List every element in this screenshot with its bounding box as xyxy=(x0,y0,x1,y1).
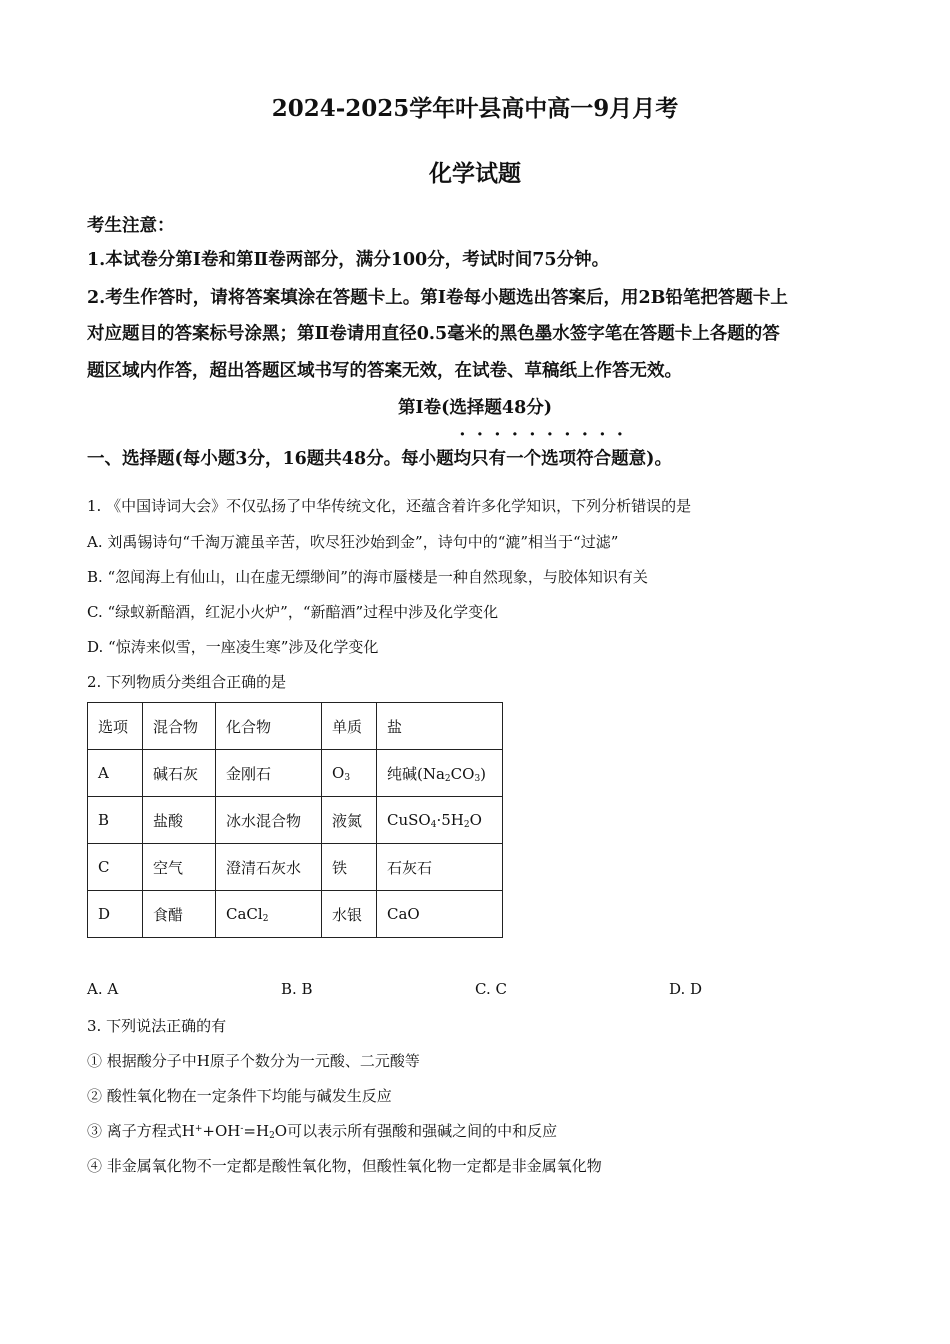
emphasis-char: 项 xyxy=(558,449,577,469)
table-header-cell: 混合物 xyxy=(143,703,216,750)
formula-text: ·5H xyxy=(436,810,464,829)
statement-text: =H xyxy=(243,1122,270,1140)
exam-title: 2024-2025学年叶县高中高一9月月考 xyxy=(271,95,679,122)
formula-superscript: + xyxy=(194,1124,203,1134)
table-row xyxy=(88,844,503,891)
formula-subscript: 4 xyxy=(430,819,437,830)
table-cell: A xyxy=(88,750,143,797)
q2-choice-c: C. C xyxy=(475,980,507,998)
table-cell: 碱石灰 xyxy=(143,750,216,797)
table-cell xyxy=(322,750,377,797)
formula-subscript: 2 xyxy=(262,913,269,924)
part1-heading: 第Ⅰ卷(选择题48分) xyxy=(397,398,553,418)
notice-line-2a: 2.考生作答时，请将答案填涂在答题卡上。第Ⅰ卷每小题选出答案后，用2B铅笔把答题卡上 xyxy=(87,288,788,308)
formula-subscript: 2 xyxy=(444,773,451,784)
formula-subscript: 2 xyxy=(269,1131,275,1141)
formula-subscript: 2 xyxy=(463,819,470,830)
formula-text: CaCl xyxy=(226,904,263,923)
emphasis-char: 有 xyxy=(488,449,507,469)
q2-stem: 2. 下列物质分类组合正确的是 xyxy=(87,673,287,691)
q1-stem: 1. 《中国诗词大会》不仅弘扬了中华传统文化，还蕴含着许多化学知识，下列分析错误的是 xyxy=(87,497,692,515)
q3-statement-2: ② 酸性氧化物在一定条件下均能与碱发生反应 xyxy=(87,1087,392,1105)
formula-text: O xyxy=(332,763,345,782)
table-header-cell: 选项 xyxy=(88,703,143,750)
q1-option-c: C. “绿蚁新醅酒，红泥小火炉”，“新醅酒”过程中涉及化学变化 xyxy=(87,603,499,621)
q3-statement-4: ④ 非金属氧化物不一定都是酸性氧化物，但酸性氧化物一定都是非金属氧化物 xyxy=(87,1157,602,1175)
notice-line-2b: 对应题目的答案标号涂黑；第Ⅱ卷请用直径0.5毫米的黑色墨水签字笔在答题卡上各题的答 xyxy=(87,324,780,344)
table-cell: 盐酸 xyxy=(143,797,216,844)
q3-statement-3 xyxy=(87,1120,557,1141)
table-cell: CaO xyxy=(377,891,503,938)
section-text-pre: 一、选择题(每小题3分，16题共48分。每小题 xyxy=(87,449,454,469)
formula-superscript: - xyxy=(240,1124,244,1134)
classification-table xyxy=(87,702,503,938)
table-cell xyxy=(377,750,503,797)
table-header-cell: 单质 xyxy=(322,703,377,750)
table-cell: 液氮 xyxy=(322,797,377,844)
notice-line-2c: 题区域内作答，超出答题区域书写的答案无效，在试卷、草稿纸上作答无效。 xyxy=(87,361,682,381)
table-row xyxy=(88,797,503,844)
q3-stem: 3. 下列说法正确的有 xyxy=(87,1017,227,1035)
table-header-cell: 盐 xyxy=(377,703,503,750)
emphasis-char: 只 xyxy=(471,449,489,469)
table-cell xyxy=(377,797,503,844)
formula-text: 纯碱(Na xyxy=(387,764,445,783)
emphasis-char: 符 xyxy=(576,449,594,469)
table-row xyxy=(88,891,503,938)
table-cell: B xyxy=(88,797,143,844)
q2-choice-b: B. B xyxy=(281,980,313,998)
section-text-post: 意)。 xyxy=(628,449,672,469)
table-cell: 空气 xyxy=(143,844,216,891)
table-cell: 金刚石 xyxy=(216,750,322,797)
table-cell: 食醋 xyxy=(143,891,216,938)
notice-heading: 考生注意： xyxy=(87,216,175,236)
emphasis-char: 个 xyxy=(523,449,542,469)
notice-line-1: 1.本试卷分第Ⅰ卷和第Ⅱ卷两部分，满分100分，考试时间75分钟。 xyxy=(87,250,610,270)
emphasis-char: 选 xyxy=(541,449,559,469)
statement-text: O可以表示所有强酸和强碱之间的中和反应 xyxy=(274,1122,558,1140)
statement-text: ③ 离子方程式H xyxy=(87,1122,195,1140)
exam-subtitle: 化学试题 xyxy=(429,160,521,187)
emphasis-char: 均 xyxy=(453,449,472,469)
emphasis-char: 合 xyxy=(593,449,612,469)
table-cell: 水银 xyxy=(322,891,377,938)
q1-option-d: D. “惊涛来似雪，一座凌生寒”涉及化学变化 xyxy=(87,638,379,656)
table-cell: C xyxy=(88,844,143,891)
table-header-cell: 化合物 xyxy=(216,703,322,750)
table-cell: 石灰石 xyxy=(377,844,503,891)
formula-text: CuSO xyxy=(387,810,431,829)
emphasis-char: 一 xyxy=(506,449,524,469)
table-cell: D xyxy=(88,891,143,938)
q1-option-b: B. “忽闻海上有仙山，山在虚无缥缈间”的海市蜃楼是一种自然现象，与胶体知识有关 xyxy=(87,568,648,586)
table-header-row xyxy=(88,703,503,750)
statement-text: +OH xyxy=(202,1122,241,1140)
table-cell: 铁 xyxy=(322,844,377,891)
table-cell xyxy=(216,891,322,938)
table-cell: 澄清石灰水 xyxy=(216,844,322,891)
q1-option-a: A. 刘禹锡诗句“千淘万漉虽辛苦，吹尽狂沙始到金”，诗句中的“漉”相当于“过滤” xyxy=(87,533,619,551)
formula-subscript: 3 xyxy=(474,773,481,784)
table-row xyxy=(88,750,503,797)
section-instructions xyxy=(87,445,672,470)
q3-statement-1: ① 根据酸分子中H原子个数分为一元酸、二元酸等 xyxy=(87,1052,420,1070)
formula-subscript: 3 xyxy=(344,772,351,783)
formula-text: ) xyxy=(480,764,487,783)
table-cell: 冰水混合物 xyxy=(216,797,322,844)
q2-choice-a: A. A xyxy=(87,980,119,998)
formula-text: O xyxy=(469,810,482,829)
formula-text: CO xyxy=(450,764,475,783)
q2-choice-d: D. D xyxy=(669,980,703,998)
emphasis-char: 题 xyxy=(611,449,629,469)
